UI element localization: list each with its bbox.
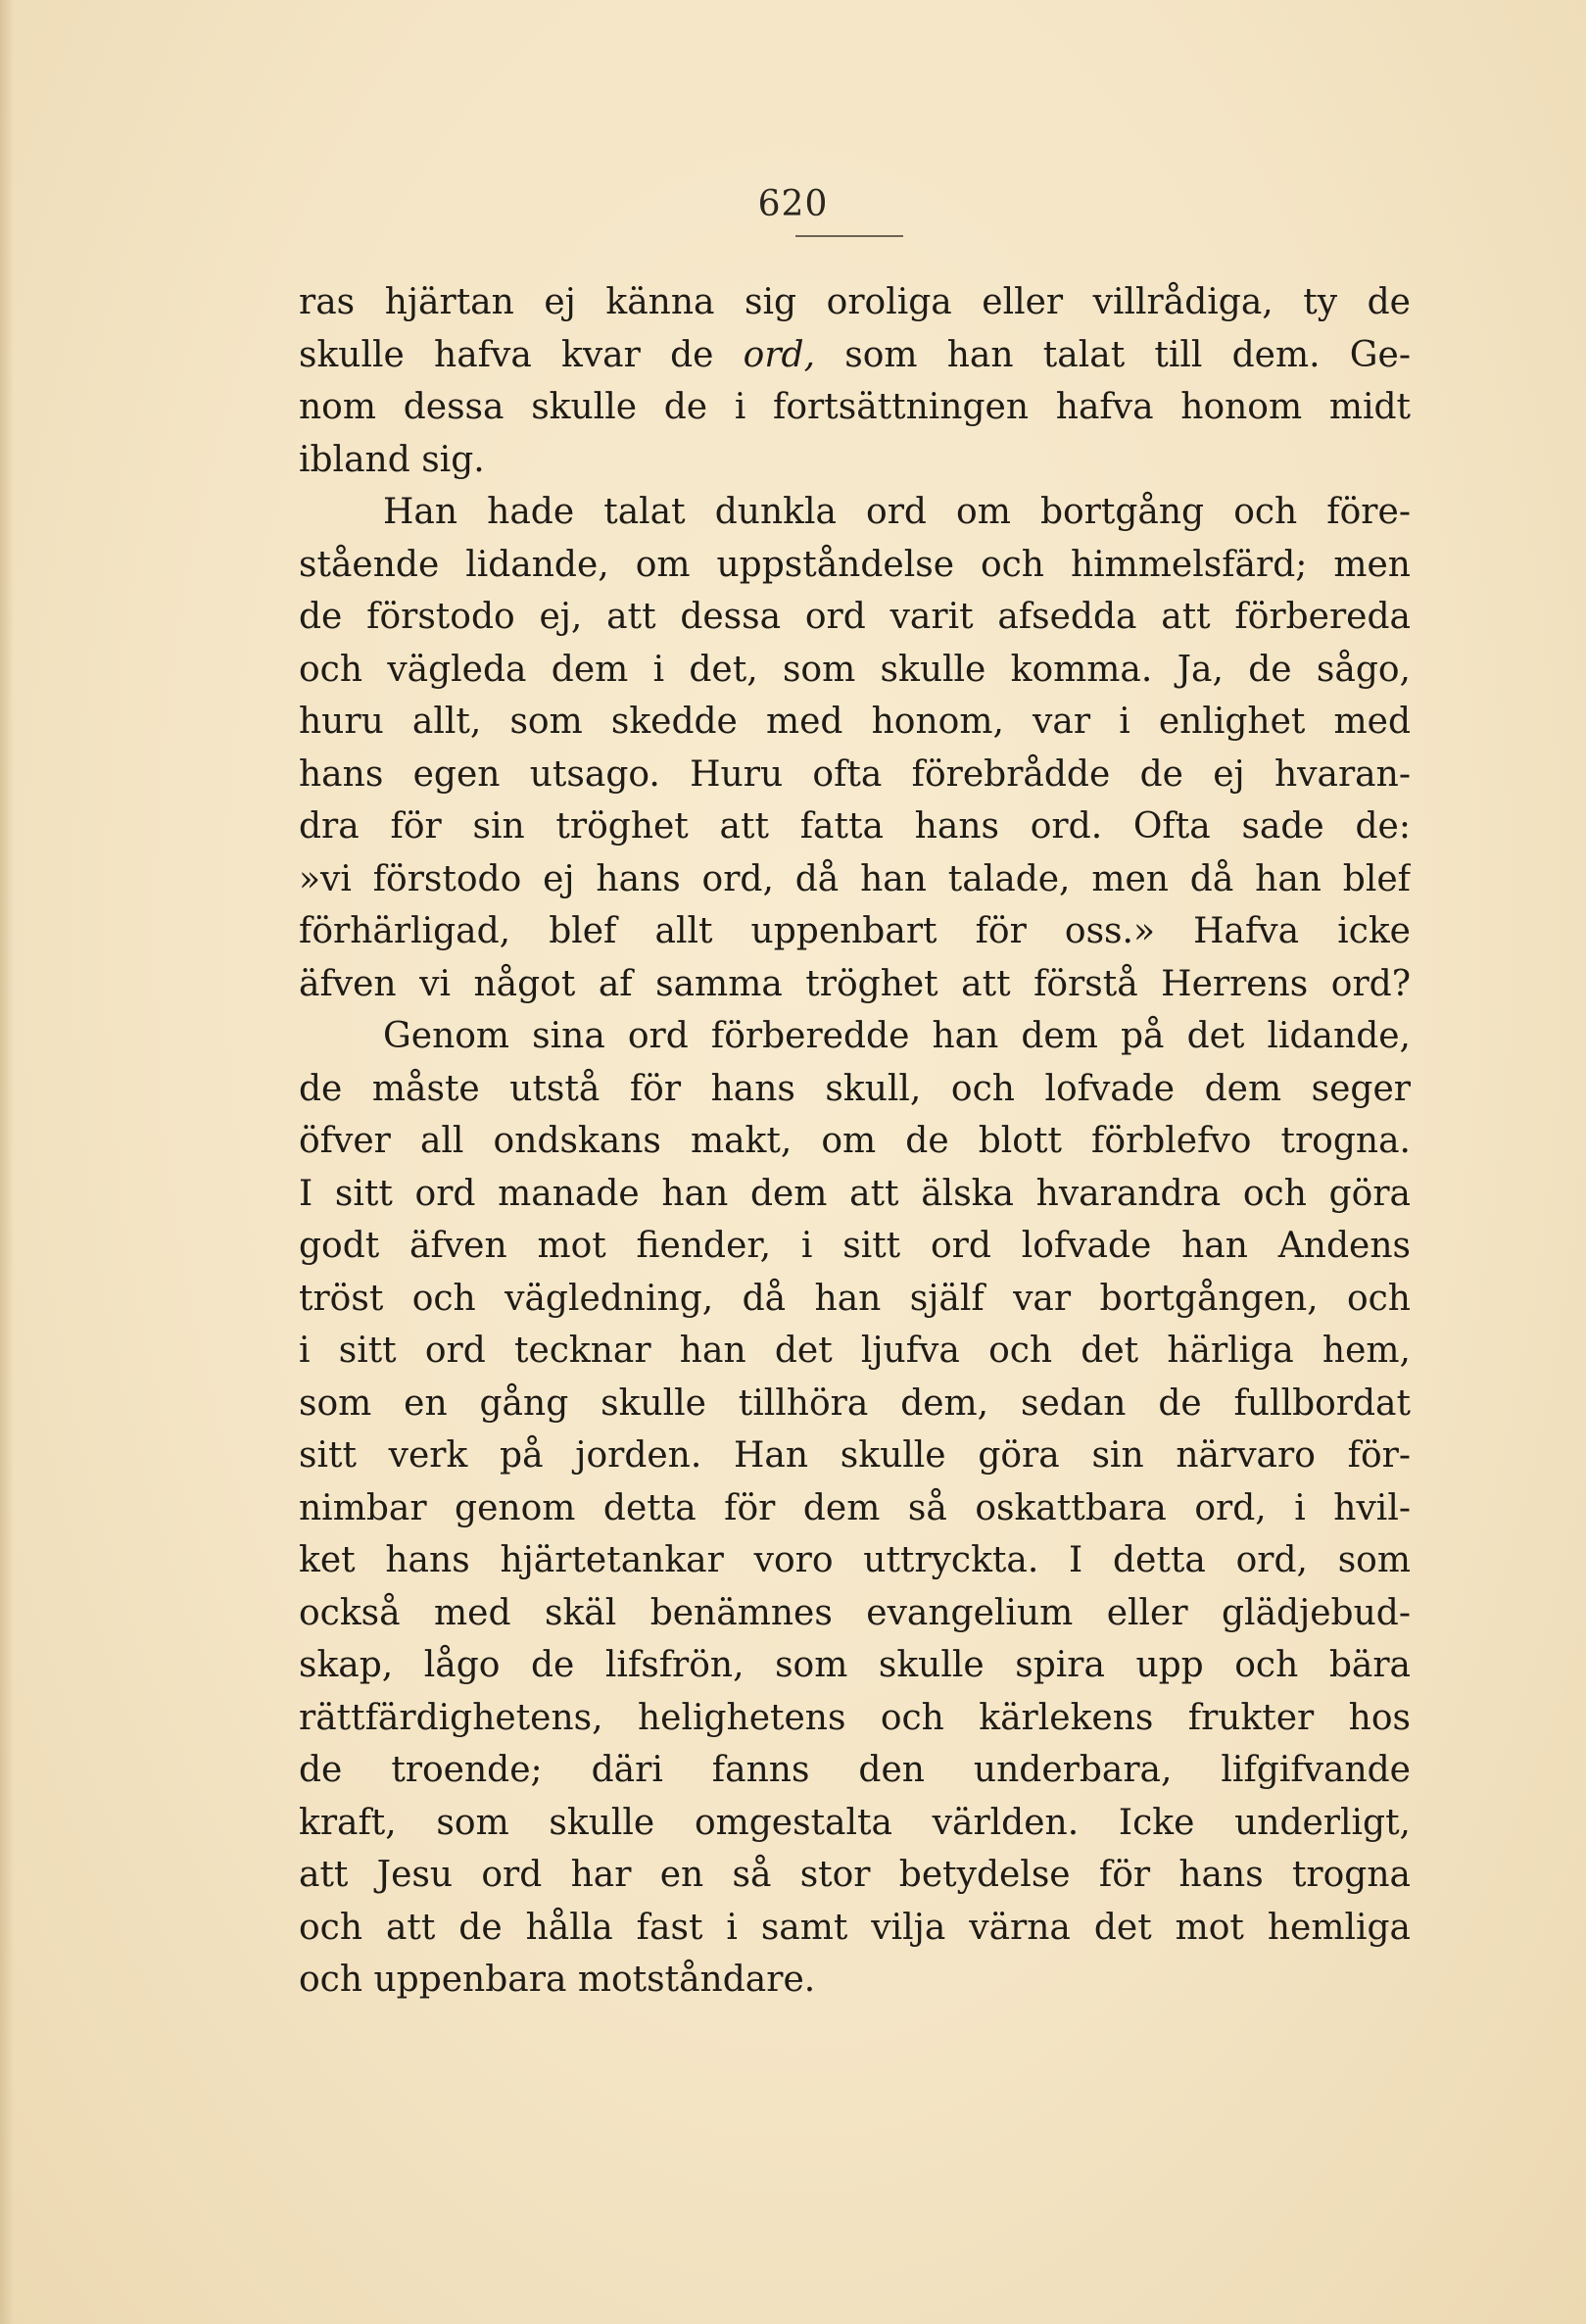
text-line: ras hjärtan ej känna sig oroliga eller villrådiga, ty de [299,282,1411,322]
text-line: tröst och vägledning, då han själf var bortgången, och [299,1278,1411,1319]
body-text [299,276,1411,2007]
text-line: och vägleda dem i det, som skulle komma. Ja, de sågo, [299,649,1411,690]
text-line: Han hade talat dunkla ord om bortgång och före- [383,492,1411,532]
text-line: ket hans hjärtetankar voro uttryckta. I detta ord, som [299,1540,1411,1580]
text-line: stående lidande, om uppståndelse och himmelsfärd; men [299,544,1411,585]
page-number: 620 [757,184,829,224]
text-line: ibland sig. [299,439,485,480]
text-line: äfven vi något af samma tröghet att förstå Herrens ord? [299,963,1411,1004]
text-line: att Jesu ord har en så stor betydelse för hans trogna [299,1855,1411,1895]
text-line: godt äfven mot fiender, i sitt ord lofvade han Andens [299,1226,1411,1266]
text-line: sitt verk på jorden. Han skulle göra sin närvaro för- [299,1435,1411,1476]
text-segment: skulle hafva kvar de [299,334,744,375]
text-line: Genom sina ord förberedde han dem på det lidande, [383,1016,1411,1056]
text-line: som en gång skulle tillhöra dem, sedan de fullbordat [299,1382,1411,1424]
text-line: nom dessa skulle de i fortsättningen hafva honom midt [299,387,1411,427]
page-number-rule [795,235,903,237]
text-segment: som han talat till dem. Ge- [815,334,1411,375]
text-line: I sitt ord manade han dem att älska hvarandra och göra [299,1173,1411,1214]
text-line: förhärligad, blef allt uppenbart för oss.» Hafva icke [299,911,1411,951]
text-line: de måste utstå för hans skull, och lofvade dem seger [299,1068,1411,1109]
text-line: och att de hålla fast i samt vilja värna det mot hemliga [299,1907,1411,1948]
text-line: de förstodo ej, att dessa ord varit afsedda att förbereda [299,597,1411,637]
text-line: rättfärdighetens, helighetens och kärlekens frukter hos [299,1697,1411,1738]
text-line: hans egen utsago. Huru ofta förebrådde de ej hvaran- [299,753,1411,795]
text-line: också med skäl benämnes evangelium eller glädjebud- [299,1592,1411,1633]
text-line: de troende; däri fanns den underbara, lifgifvande [299,1750,1411,1790]
text-line: och uppenbara motståndare. [299,1960,816,2000]
text-line: nimbar genom detta för dem så oskattbara ord, i hvil- [299,1487,1411,1528]
text-line: skap, lågo de lifsfrön, som skulle spira upp och bära [299,1645,1411,1685]
text-line: dra för sin tröghet att fatta hans ord. Ofta sade de: [299,806,1411,847]
text-line [299,329,1411,382]
text-line: huru allt, som skedde med honom, var i enlighet med [299,702,1411,742]
text-line: öfver all ondskans makt, om de blott förblefvo trogna. [299,1121,1411,1161]
emphasized-word: ord, [743,334,816,375]
text-line: kraft, som skulle omgestalta världen. Icke underligt, [299,1802,1411,1843]
text-line: i sitt ord tecknar han det ljufva och det härliga hem, [299,1331,1411,1371]
text-line: »vi förstodo ej hans ord, då han talade, men då han blef [299,858,1411,899]
